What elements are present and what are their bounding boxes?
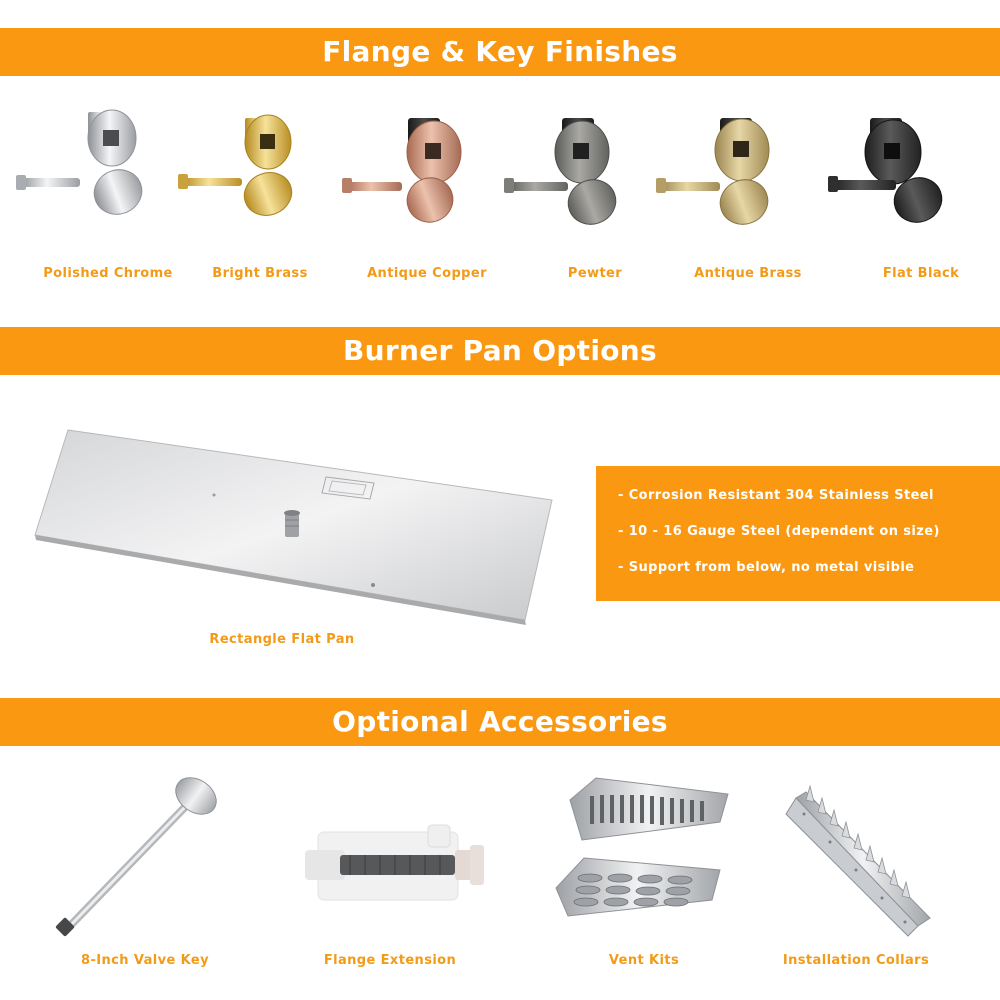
pan-feature: - 10 - 16 Gauge Steel (dependent on size)	[618, 524, 940, 539]
finish-label-antique-copper: Antique Copper	[367, 266, 487, 281]
flat-black-flange-key-icon	[828, 118, 948, 229]
finishes-title: Flange & Key Finishes	[322, 35, 678, 68]
pan-label: Rectangle Flat Pan	[209, 632, 355, 647]
flange-extension-icon	[305, 825, 484, 900]
accessory-label-vent-kits: Vent Kits	[608, 953, 680, 968]
finish-label-pewter: Pewter	[567, 266, 623, 281]
vent-kit-icon	[556, 778, 728, 916]
finishes-gallery	[0, 90, 1000, 260]
pan-feature: - Corrosion Resistant 304 Stainless Steel	[618, 488, 934, 503]
accessories-gallery	[0, 770, 1000, 945]
accessory-label-installation-collars: Installation Collars	[782, 953, 930, 968]
antique-brass-flange-key-icon	[656, 118, 774, 231]
finish-label-flat-black: Flat Black	[882, 266, 960, 281]
pewter-flange-key-icon	[504, 118, 622, 231]
finish-label-polished-chrome: Polished Chrome	[43, 266, 173, 281]
installation-collar-icon	[786, 786, 930, 936]
burner-pan-title: Burner Pan Options	[343, 334, 657, 367]
pan-features-box	[596, 466, 1000, 601]
bright-brass-flange-key-icon	[178, 115, 298, 222]
burner-pan-banner	[0, 327, 1000, 375]
rectangle-flat-pan-icon	[30, 425, 570, 625]
finish-label-antique-brass: Antique Brass	[694, 266, 802, 281]
finish-label-bright-brass: Bright Brass	[212, 266, 308, 281]
valve-key-icon	[55, 770, 223, 937]
antique-copper-flange-key-icon	[342, 118, 461, 229]
accessories-banner	[0, 698, 1000, 746]
accessory-label-valve-key: 8-Inch Valve Key	[81, 953, 209, 968]
accessories-title: Optional Accessories	[332, 705, 668, 738]
accessory-label-flange-extension: Flange Extension	[323, 953, 457, 968]
pan-feature: - Support from below, no metal visible	[618, 560, 915, 575]
finishes-banner	[0, 28, 1000, 76]
polished-chrome-flange-key-icon	[16, 110, 148, 221]
